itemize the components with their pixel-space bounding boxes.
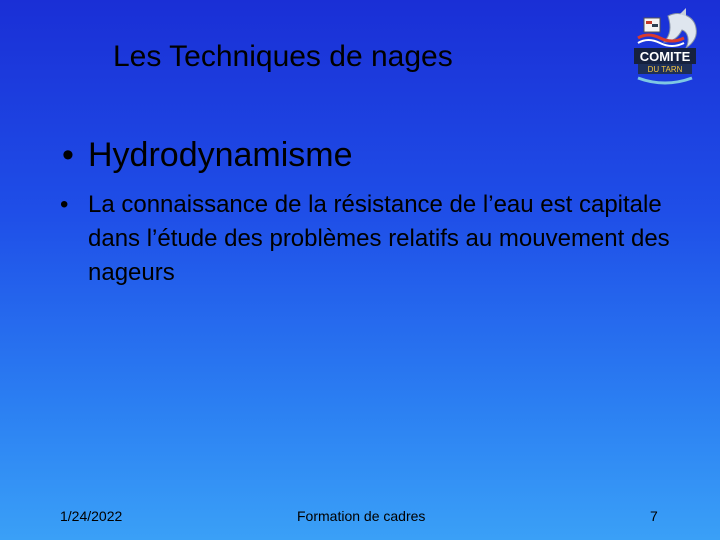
bullet-symbol: •	[60, 191, 69, 218]
comite-logo-icon	[628, 8, 700, 86]
bullet-main-text: Hydrodynamisme	[88, 136, 353, 174]
svg-text:COMITE: COMITE	[639, 49, 691, 64]
bullet-main	[62, 136, 353, 175]
footer-title: Formation de cadres	[297, 508, 426, 524]
bullet-symbol: •	[62, 136, 74, 174]
footer-date: 1/24/2022	[60, 508, 123, 524]
slide-title: Les Techniques de nages	[113, 40, 453, 73]
bullet-sub	[60, 188, 690, 290]
footer-page-number: 7	[650, 508, 658, 524]
bullet-sub-text: La connaissance de la résistance de l’eau est capitale dans l’étude des problèmes relatifs au mouvement des nageurs	[88, 191, 670, 286]
svg-text:DU TARN: DU TARN	[647, 65, 683, 74]
